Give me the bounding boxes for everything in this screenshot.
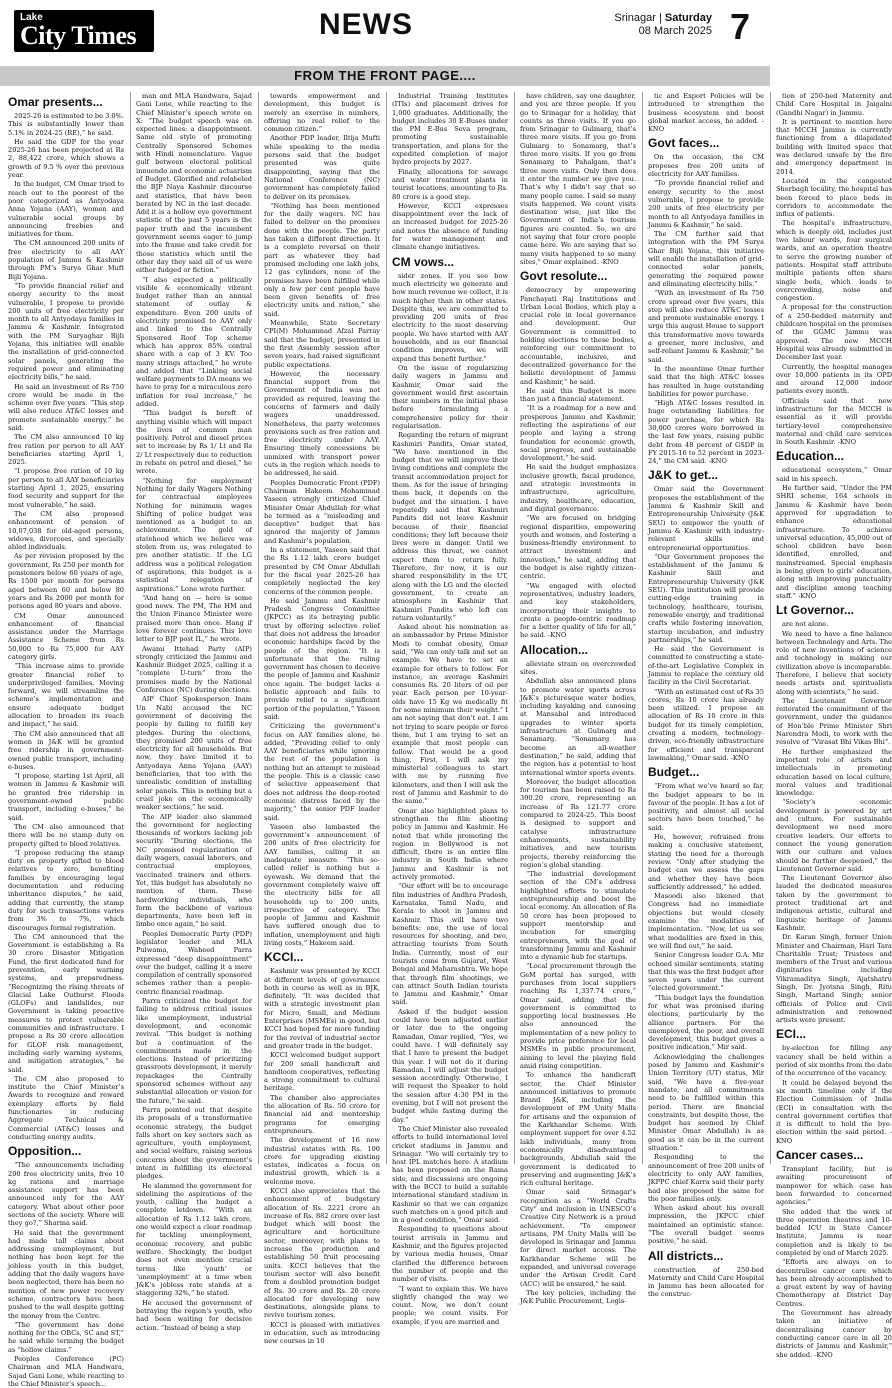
- article-paragraph: Peoples Democratic Front (PDF) Chairman Hakeem Mohammad Yaseen strongly criticized Chief Minister Omar Abdullah for what he termed as a “misleading and deceptive” budget that has ignored the majority of Jammu and Kashmir’s population.: [264, 478, 380, 545]
- dateline-date: 08 March 2025: [638, 25, 712, 37]
- article-paragraph: The CM also announced that all women in J&K will be granted free ridership in government-owned public transport, including e-buses.: [8, 729, 124, 771]
- article-paragraph: “I propose free ration of 10 kg per person to all AAY beneficiaries starting April 1, 2025, ensuring food security and support for the most vulnerable,” he said.: [8, 467, 124, 509]
- article-paragraph: Meanwhile, State Secretary CPI(M) Mohammad Afzal Parray said that the budget, presented in the first Assembly session after seven years, had raised significant public expectations.: [264, 319, 380, 369]
- article-paragraph: The Lieutenant Governor reiterated the commitment of the government, under the guidance of Hon’ble Prime Minister Shri Narendra Modi, to work with the resolve of “Virasat Bhi Vikas Bhi”.: [776, 696, 892, 747]
- article-paragraph: KCCI is pleased with initiatives in education, such as introducing new courses in 10: [264, 1320, 380, 1346]
- article-paragraph: He accused the government of betraying the region’s youth, who had been waiting for decisive action. “Instead of being a step: [136, 1298, 252, 1332]
- article-paragraph: 2025-26 is estimated to be 3.0%. This is substantially lower than 5.1% in 2024-25 (RE),” he said.: [8, 112, 124, 137]
- article-paragraph: The CM also announced 10 kg free ration per person to all AAY beneficiaries starting April 1, 2025.: [8, 433, 124, 467]
- column-divider: [386, 92, 387, 1164]
- section-title: NEWS: [319, 8, 413, 41]
- article-paragraph: The CM also proposed to institute the Chief Minister’s Awards to recognize and reward exemplary efforts by field functionaries in reducing Aggregate Technical & Commercial (AT&C) losses and conducting energy audits.: [8, 1074, 124, 1141]
- article-paragraph: Officials said that new infrastructure for the MCCH is essential as it will provide tertiary-level comprehensive maternal and child care services in South Kashmir. -KNO: [776, 396, 892, 447]
- article-headline: Allocation...: [520, 642, 589, 657]
- article-paragraph: Finally, allocations for sewage and water treatment plants in tourist locations, amounting to Rs. 80 crore is a good step.: [392, 167, 508, 201]
- article-paragraph: “We engaged with elected representatives, industry leaders, and key stakeholders, incorporating their insights to create a people-centric roadmap for a better quality of life for all,” he said. -KNO: [520, 581, 636, 640]
- article-paragraph: “Society’s economic development is powered by art and culture. For sustainable development we need more creative leaders. Our efforts to connect the young generation with our culture and values should be further deepened,” the Lieutenant Governor said.: [776, 798, 892, 873]
- article-paragraph: Peoples Conference (PC) Chairman and MLA Handwara, Sajad Gani Lone, while reacting to the Chief Minister’s speech...: [8, 1355, 124, 1388]
- article-paragraph: are not alone.: [782, 620, 829, 629]
- article-paragraph: “And hang on — here is some good news. The PM, The HM and the Union Finance Minister were praised more than once. Hang if love forever continues. This love letter to BJP post IL,” he wrote.: [136, 593, 252, 644]
- article-paragraph: “To provide financial relief and energy security to the most vulnerable, I propose to provide 200 units of free electricity per month to all Antyodaya families in Jammu & Kashmir,” he said.: [648, 179, 764, 229]
- article-paragraph: “With an investment of Rs 750 crore spread over five years, this step will also reduce AT&C losses and promote sustainable energy. I urge this august House to support this transformative move towards a greener, more inclusive, and self-reliant Jammu & Kashmir,” he said.: [648, 289, 764, 364]
- article-paragraph: “Local procurement through the GeM portal has surged, with purchases from local suppliers reaching Rs 1,337.74 crore,” Omar said, adding that the government is committed to supporting local businesses. He also announced the implementation of a new policy to provide price preference for local MSMEs in public procurement, aiming to level the playing field amid rising competition.: [520, 962, 636, 1070]
- article-paragraph: The CM announced 200 units of free electricity to all AAY population of Jammu & Kashmir through PM’s Surya Ghar Muft Bijli Yojana.: [8, 239, 124, 281]
- article-paragraph: construction of 250-bed Maternity and Child Care Hospital in Jammu has been allocated for the construc-: [648, 1265, 764, 1299]
- article-paragraph: The chamber also appreciates the allocation of Rs. 50 crore for financial aid and mentorship programs for emerging entrepreneurs.: [264, 1093, 380, 1135]
- article-paragraph: Awami Ittehad Party (AIP) strongly criticized the Jammu and Kashmir Budget 2025, calling it a “complete U-turn” from the promises made by the National Conference (NC) during elections.: [136, 644, 252, 695]
- article-paragraph: AIP Chief Spokesperson Inam Un Nabi accused the NC government of deceiving the people by failing to fulfill key pledges. During the elections, they promised 200 units of free electricity for all households. But now, they have limited it to Antyodaya Anna Yojana (AAY) beneficiaries, that too with the unrealistic condition of installing solar panels. This is nothing but a cruel joke on the economically weaker sections,” he said.: [136, 695, 252, 812]
- article-paragraph: KCCI also appreciates that the enhancement of budgetary allocation of Rs. 2221 crore an increase of Rs. 882 crore over last budget which will boost the agriculture and horticulture sector, moreover, with plans to increase the production and establishing 50 fruit processing units. KCCI believes that the tourism sector will also benefit from a doubled promotion budget of Rs. 30 crore and Rs. 20 crore allocated for developing new destinations, alongside plans to revive tourism zones.: [264, 1187, 380, 1320]
- news-column: [648, 92, 764, 1299]
- article-paragraph: In a statement, Yaseen said that the Rs 1.12 lakh crore budget presented by CM Omar Abdullah for the fiscal year 2025-26 has completely neglected the key concerns of the common people.: [264, 546, 380, 596]
- article-paragraph: Omar also highlighted plans to strengthen the film shooting policy in Jammu and Kashmir. He noted that while promoting the region in Bollywood is not difficult, there is an entire film industry in South India where Jammu and Kashmir is not actively promoted.: [392, 806, 508, 882]
- article-paragraph: A proposal for the construction of a 250-bedded maternity and childcare hospital on the premises of the GGMC Jammu was approved. The new MCCH Hospital was already submitted in December last year.: [776, 303, 892, 362]
- article-paragraph: KCCI welcomed budget support for 200 small handicraft and handloom cooperatives, reflecting a strong commitment to cultural heritage.: [264, 1051, 380, 1093]
- article-paragraph: Omar said Srinagar’s recognition as a “World Crafts City” and inclusion in UNESCO’s Creative City Network is a proud achievement. “To empower artisans, PM Unity Malls will be developed in Srinagar and Jammu for direct market access. The Karkhandar Scheme will be expanded, and universal coverage under the Artisan Credit Card (ACC) will be ensured,” he said.: [520, 1188, 636, 1288]
- article-paragraph: Located in the congested Sherbagh locality, the hospital has been forced to place beds in corridors to accommodate the influx of patients.: [776, 176, 892, 219]
- article-paragraph: He said an investment of Rs 750 crore would be made in the scheme over five years. “This step will also reduce AT&C losses and promote sustainable energy,” he said.: [8, 382, 124, 432]
- article-headline: Budget...: [648, 765, 700, 780]
- article-paragraph: In the meantime Omar further said that the high AT&C losses has resulted in huge outstanding liabilities for power purchase.: [648, 364, 764, 398]
- logo-big-text: City Times: [20, 21, 137, 50]
- article-paragraph: “This budget lays the foundation for what was promised during elections, particularly by the alliance partners. For the unemployed, the poor, and overall development, this budget gives a positive indication,” Mir said.: [648, 993, 764, 1052]
- article-paragraph: towards empowerment and development, this budget is merely an exercise in numbers, offering no real relief to the common citizen.”: [264, 92, 380, 134]
- article-headline: Education...: [776, 449, 845, 464]
- article-paragraph: The CM further said that integration with the PM Surya Ghar Bijli Yojana, this initiative will enable the installation of grid-connected solar panels, generating the required power and eliminating electricity bills.”: [648, 230, 764, 288]
- article-paragraph: “It is a roadmap for a new and prosperous Jammu and Kashmir, reflecting the aspirations of our people and laying a strong foundation for economic growth, social progress, and sustainable development,” he said.: [520, 404, 636, 463]
- article-paragraph: Dr. Karan Singh, former Union Minister and Chairman, Hari Tara Charitable Trust; Trustees and members of the Trust and various dignitaries including Vikramaditya Singh, Ajatshatru Singh, Dr. Jyotsna Singh, Ritu Singh, Martand Singh; senior officials of Police and Civil administration and renowned artists were present.: [776, 933, 892, 1025]
- article-paragraph: democracy by empowering Panchayati Raj Institutions and Urban Local Bodies, which play a crucial role in local governance and development. Our Government is committed to holding elections to these bodies, reinforcing our commitment to accountable, inclusive, and decentralized governance for the holistic development of Jammu and Kashmir,” he said.: [520, 286, 636, 386]
- article-paragraph: Responding to the announcement of free 200 units of electricity to only AAY families, JKPPC chief Karra said their party had also proposed the same for the poor families only.: [648, 1153, 764, 1203]
- article-headline: Cancer cases...: [776, 1148, 864, 1163]
- article-headline: J&K to get...: [648, 468, 719, 483]
- article-paragraph: It could be delayed beyond the six month timeline only if the Election Commission of India (ECI) in consultation with the central government certifies that it is difficult to hold the bye-election within the said period. -KNO: [776, 1078, 892, 1145]
- article-paragraph: “This increase aims to provide greater financial relief to underprivileged families. Moving forward, we will streamline the scheme’s implementation and ensure adequate budget allocation to broaden its reach and impact,” he said.: [8, 662, 124, 729]
- article-paragraph: “We are focused on bridging regional disparities, empowering youth and women, and fostering a business-friendly environment to attract investment and innovation,” he said, adding that the budget is also rightly citizen-centric.: [520, 514, 636, 581]
- article-paragraph: Another PDP leader, Iltija Mufti while speaking to the media persons said that the budget presented was quite disappointing, saying that the National Conference (NC) government has completely failed to deliver on its promises.: [264, 134, 380, 201]
- article-paragraph: man and MLA Handwara, Sajad Gani Lone, while reacting to the Chief Minister’s speech wrote on X: “The budget speech was on expected lines: a disappointment. Same old style of promoting Centrally Sponsored Schemes with Hindi nomenclature. Vague gulf between electoral political innuendo and economic actuarism of Budget. Glorified and relabeled the BJP Naya Kashmir discourse and statistics, that have been berated by NC in the last decade. Add it is a hollow eye government statistic of the past 5 years is the paper truth and the incumbent government seems eager to jump into the frame and take credit for those statistics which until the other day they said all of us were either fudged or fiction.”: [136, 92, 252, 275]
- page-number: 7: [729, 6, 751, 47]
- article-paragraph: Regarding the return of migrant Kashmiri Pandits, Omar stated, “We have mentioned in the budget that we will improve their living conditions and complete the transit accommodation project for them. As for the issue of bringing them back, it depends on the budget and the situation. I have repeatedly said that Kashmiri Pandits did not leave Kashmir because of their financial conditions; they left because their lives were in danger. Until we address this threat, we cannot expect them to return fully. Therefore, for now, it is our shared responsibility in the UT, along with the LG and the elected government, to create an atmosphere in Kashmir that Kashmiri Pandits who left can return voluntarily.”: [392, 431, 508, 622]
- article-headline: Govt resolute...: [520, 269, 608, 284]
- article-paragraph: “This budget is bereft of anything visible which will impact the lives of common man positively. Petrol and diesel prices set to increase by Rs 1/ Lt and Rs 2/ Lt respectively due to reduction in rebate on petrol and diesel,” he wrote.: [136, 409, 252, 476]
- article-paragraph: “Our effort will be to encourage film industries of Andhra Pradesh, Karnataka, Tamil Nadu, and Kerala to shoot in Jammu and Kashmir. This will have two benefits: one, the use of local resources for shooting, and two, attracting tourists from South India. Currently, most of our tourists come from Gujarat, West Bengal and Maharashtra. We hope that through film shootings, we can attract South Indian tourists to Jammu and Kashmir,” Omar said.: [392, 882, 508, 1007]
- article-paragraph: He further said, “Under the PM SHRI scheme, 164 schools in Jammu & Kashmir have been approved for upgradation to enhance educational infrastructure. To achieve universal education, 45,000 out of school children have been identified, enrolled, and mainstreamed. Special emphasis is being given to girls’ education, along with improving punctuality and discipline among teaching staff.” -KNO: [776, 484, 892, 600]
- article-paragraph: He said this Budget is more than just a financial statement.: [520, 386, 636, 404]
- news-column: [520, 92, 636, 1306]
- article-paragraph: by-election for filling any vacancy shall be held within a period of six months from the date of the occurrence of the vacancy.: [776, 1044, 892, 1078]
- article-paragraph: Abdullah also announced plans to promote water sports across J&K’s picturesque water bodies, including kayaking and canoeing at Mansabal and introduced upgrades to winter sports infrastructure at Gulmarg and Sonamarg. “Sonamarg has become an all-weather destination,” he said, adding that the region has a potential to host international winter sports events.: [520, 677, 636, 777]
- article-paragraph: “From what we’ve heard so far, the budget appears to be in favour of the people. It has a lot of positivity, and almost all social sectors have been touched,” he said.: [648, 782, 764, 832]
- article-paragraph: To enhance the handicraft sector, the Chief Minister announced initiatives to promote Brand J&K, including the development of PM Unity Malls for artisans and the expansion of the Karkhandar Scheme. With employment support for over 4.52 lakh individuals, many from economically disadvantaged backgrounds, Abdullah said the government is dedicated to preserving and augmenting J&K’s rich cultural heritage.: [520, 1071, 636, 1188]
- article-paragraph: “Nothing for employment Nothing for daily Wagers Nothing for contractual employees Nothing for minimum wages Shifting of police budget was mentioned as a budget to an achievement. The gold of statehood which we believe was stolen from us, was relegated to pre another statistic. If the LG address was a political relegation of aspirations, this budget is a statistical relegation of aspirations.” Lone wrote further.: [136, 476, 252, 593]
- article-paragraph: We need to have a fine balance between Technology and Arts. The role of new inventions of science and technology in making our civilization above is incomparable. Therefore, I believe that society needs artists and spiritualists along with scientists,” he said.: [776, 629, 892, 696]
- article-paragraph: tic and Export Policies will be introduced to strengthen the business ecosystem and boost global market access, he added. -KNO: [648, 92, 764, 134]
- article-paragraph: Parra pointed out that despite its proposals of a transformative economic strategy, the budget falls short on key sectors such as agriculture, youth employment, and social welfare, raising serious concerns about the government’s intent in fulfilling its electoral pledges.: [136, 1105, 252, 1181]
- article-paragraph: The key policies, including the J&K Public Procurement, Logis-: [520, 1288, 636, 1306]
- news-column: [392, 92, 509, 1326]
- masthead: [0, 0, 770, 66]
- article-paragraph: “Efforts are always on to decentralise cancer care which has been already accomplished to a great extent by way of having Chemotherapy at District Day Centres.: [776, 1258, 892, 1308]
- article-paragraph: tion of 250-bed Maternity and Child Care Hospital in Jaigalni (Gandhi Nagar) in Jammu.: [776, 92, 892, 117]
- article-paragraph: Transplant facility, but is awaiting procurement of manpower for which case has been forwarded to concerned agencies.”: [776, 1165, 892, 1207]
- dateline: Srinagar | Saturday 08 March 2025: [614, 12, 712, 37]
- article-paragraph: “The announcements including 200 free electricity units, free 10 kg rations and marriage assistance support has been announced only for the AAY category. What about other poor sections of the society. Where will they go?,” Sharma said.: [8, 1161, 124, 1228]
- article-paragraph: Senior Congress leader G.A. Mir echoed similar sentiments, stating that this was the first budget after seven years under the current “elected government.”: [648, 951, 764, 993]
- article-paragraph: Parra criticized the budget for failing to address critical issues like unemployment, industrial development, and economic revival. “This budget is nothing but a continuation of the commitments made in the elections. Instead of prioritizing grassroots development, it merely repackages the Centrally sponsored schemes without any substantial allocation or vision for the future,” he said.: [136, 997, 252, 1105]
- article-paragraph: As per revision proposed by the government, Rs 250 per month for pensioners below 60 years of age, Rs 1500 per month for persons aged between 60 and below 80 years and Rs 2000 per month for persons aged 80 years and above.: [8, 552, 124, 611]
- article-paragraph: alleviate strain on overcrowded sites.: [520, 659, 636, 676]
- article-paragraph: The CM announced that the Government is establishing a Rs 30 crore Disaster Mitigation Fund, the first dedicated fund for prevention, early warning systems, and preparedness. “Recognizing the rising threats of Glacial Lake Outburst Floods (GLOFs) and landslides, our Government is taking proactive measures to protect vulnerable communities and infrastructure. I propose a Rs 30 crore allocation for GLOF risk management, including early warning systems, and mitigation strategies,” he said.: [8, 932, 124, 1074]
- article-headline: All districts...: [648, 1248, 724, 1263]
- article-paragraph: The CM also proposed enhancement of pension of 10,07,038 for old-aged persons, widows, divorcees, and specially abled individuals.: [8, 509, 124, 552]
- article-paragraph: She added that the work of three operation theatres and 10-bedded ICU in State Cancer Institute, Jammu is near completion and is likely to be completed by end of March 2025.: [776, 1207, 892, 1257]
- dateline-day: Saturday: [664, 12, 712, 24]
- article-headline: KCCI...: [264, 950, 304, 965]
- news-column: [264, 92, 380, 1346]
- article-paragraph: When asked about his overall impression, the JKPCC chief maintained an optimistic stance. “The overall budget seems positive,” he said.: [648, 1204, 764, 1246]
- news-column: [776, 92, 892, 1359]
- article-paragraph: Omar said the Government proposes the establishment of the Jammu & Kashmir Skill and Entrepreneurship University (J&K SEU) to empower the youth of Jammu & Kashmir with industry-relevant skills and entrepreneurial opportunities.: [648, 485, 764, 552]
- article-paragraph: On the occasion, the CM proposes free 200 units of electricity for AAY families.: [648, 153, 764, 179]
- article-paragraph: educational ecosystem,” Omar said in his speech.: [776, 466, 892, 483]
- column-divider: [770, 92, 771, 1164]
- article-paragraph: “With an estimated cost of Rs 35 crores, Rs 10 crore has already been utilized. I propose an allocation of Rs 10 crore in this budget for its timely completion, creating a modern, technology-driven, eco-friendly infrastructure for efficient and transparent lawmaking,” Omar said. -KNO: [648, 687, 764, 762]
- article-paragraph: “I propose, starting 1st April, all women in Jammu & Kashmir will be granted free ridership in government-owned public transport, including e-buses,” he said.: [8, 772, 124, 822]
- article-paragraph: He slammed the government for sidelining the aspirations of the youth, calling the budget a complete letdown. “With an allocation of Rs 1.12 lakh crore, one would expect a clear roadmap for tackling unemployment, economic recovery, and public welfare. Shockingly, the budget does not even mention crucial terms like ‘youth’ or ‘unemployment’ at a time when J&K’s jobless rate stands at a staggering 32%,” he stated.: [136, 1181, 252, 1298]
- article-paragraph: “Our Government proposes the establishment of the Jammu & Kashmir Skill and Entrepreneurship University (J&K SEU). This institution will provide cutting-edge training in technology, healthcare, tourism, renewable energy, and traditional crafts while fostering innovation, startup incubation, and industry partnerships,” he said.: [648, 552, 764, 644]
- article-paragraph: “I want to explain this. We have slightly changed the way we count. Now, we don’t count people; we count visits. For example, if you are married and: [392, 1284, 508, 1326]
- section-banner: FROM THE FRONT PAGE....: [0, 66, 770, 86]
- article-paragraph: The Chief Minister also revealed efforts to build international level cricket stadiums in Jammu and Srinagar. “We will certainly try to host IPL matches here. A stadium has been proposed on the Rama side, and discussions are ongoing with the BCCI to build a suitable international standard stadium in Kashmir so that we can organize such matches on a good pitch and in a good condition,” Omar said.: [392, 1124, 508, 1225]
- article-paragraph: He said the GDP for the year 2025-26 has been projected at Rs 2, 88,422 crore, which shows a growth of 9.5 % over the previous year.: [8, 137, 124, 180]
- article-paragraph: “Nothing has been mentioned for the daily wagers. NC has failed to deliver on the promises done with the people. The party has taken a different direction. It is a complete reversal on their part as whatever they had promised including one lakh jobs, 12 gas cylinders, none of the promises have been fulfilled while only a few per cent people have been given benefits of free electricity units and ration,” she said.: [264, 201, 380, 318]
- article-paragraph: The CM also announced that there will be no stamp duty on property gifted to blood relatives.: [8, 822, 124, 848]
- article-paragraph: Peoples Democratic Party (PDP) legislator leader and MLA Pulwama, Waheed Parra expressed “deep disappointment” over the budget, calling it a mere compilation of centrally sponsored schemes rather than a people-centric financial roadmap.: [136, 929, 252, 996]
- article-paragraph: He said Jammu and Kashmir Pradesh Congress Committee (JKPCC) as its betraying public trust by offering selective relief that does not address the broader economic hardships faced by the people of the region. “It is unfortunate that the ruling government has chosen to deceive the people of Jammu and Kashmir once again. The budget lacks a holistic approach and fails to provide relief to a significant portion of the population,” Yaseen said.: [264, 596, 380, 721]
- article-paragraph: “I also expected a politically visible & economically vibrant budget rather than an annual statement of outlay & expenditure. Even 200 units of electricity promised to AAY only and linked to the Centrally Sponsored Roof Top scheme which has approx 85% central share with a cap of 3 KV. Too many strings attached,” he wrote and added that “Linking social welfare payments to DA means we have to pray for a miraculous zero inflation for real increase,” he added.: [136, 275, 252, 408]
- article-paragraph: “To provide financial relief and energy security to the most vulnerable, I propose to provide 200 units of free electricity per month to all Antyodaya families in Jammu & Kashmir. Integrated with the PM Suryaghar Bijli Yojana, this initiative will enable the installation of grid-connected solar panels, generating the required power and eliminating electricity bills,” he said.: [8, 281, 124, 382]
- article-headline: Govt faces...: [648, 136, 720, 151]
- article-headline: Omar presents...: [8, 95, 103, 109]
- article-paragraph: He said the Government is committed to constructing a state-of-the-art Legislative Complex in Jammu to replace the century old facility in the Civil Secretariat.: [648, 645, 764, 687]
- article-paragraph: Kashmir was presented by KCCI at different levels of governance both in course as well as in BJK, definitely. “It was decided that with a strategic investment plan for Micro, Small, and Medium Enterprises (MSMEs) in good, but KCCI had hoped for more funding for the revival of industrial sector and greater trade in the budget.: [264, 967, 380, 1050]
- article-paragraph: The Lieutenant Governor also lauded the dedicated measures taken by the government to protect traditional art and indigenous artistic, cultural and linguistic heritage of Jammu Kashmir.: [776, 874, 892, 932]
- logo-small-text: Lake: [20, 12, 43, 23]
- article-paragraph: It is pertinent to mention here that MCCH Jammu is currently functioning from a dilapidated building with limited space that was declared unsafe by the fire and emergency department in 2014.: [776, 117, 892, 176]
- article-paragraph: Acknowledging the challenges posed by Jammu and Kashmir’s Union Territory (UT) status, Mir said, “We have a five-year mandate, and all commitments need to be fulfilled within this period. There are financial constraints, but despite those, the budget has seemed by Chief Minister Omar Abdullah) is as good as it can be in the current situation.”: [648, 1052, 764, 1153]
- article-paragraph: Industrial Training Institutes (ITIs) and placement drives for 1,000 graduates. Additionally, the budget includes 30 E-Buses under the PM E-Bus Seva program, promoting sustainable transportation, and plans for the expedited completion of major hydro projects by 2027.: [392, 92, 508, 167]
- article-paragraph: He said that the government had made tall claims about addressing unemployment, but nothing has been kept for the jobless youth in this budget, adding that the daily wagers have been neglected, there has been no mention of new power recovery scheme, contractors have been pushed to the wall despite getting the money from the Centre.: [8, 1228, 124, 1320]
- article-paragraph: “The government has done nothing for the OBCs, SC and ST,” he said while terming the budget as “hollow claims.”: [8, 1320, 124, 1354]
- article-paragraph: In the budget, CM Omar tried to reach out to the poorest of the poor categorized as Antyodaya Anna Yojana (AAY), women and vulnerable social groups by announcing freebies and initiatives for them.: [8, 180, 124, 239]
- article-paragraph: Responding to questions about tourist arrivals in Jammu and Kashmir, and the figures projected by various media houses, Omar clarified the difference between the number of people and the number of visits.: [392, 1225, 509, 1284]
- article-paragraph: Masoodi also likened that Congress had no immediate objections but would closely examine the modalities of implementation. “Now, let us see what modalities are fixed in this, we will find out,” he said.: [648, 892, 764, 950]
- article-headline: Opposition...: [8, 1144, 82, 1159]
- column-divider: [514, 92, 515, 1164]
- news-column: [136, 92, 252, 1332]
- article-paragraph: Yaseen also lambasted the government’s announcement of 200 units of free electricity for AAY families, calling it an inadequate measure. “This so-called relief is nothing but a eyewash. We demand that the government completely waive off the electricity bills for all households up to 200 units, irrespective of category. The people of Jammu and Kashmir have suffered enough due to inflation, unemployment and high living costs,” Hakeem said.: [264, 822, 380, 947]
- column-divider: [258, 92, 259, 1164]
- article-paragraph: Asked about his nomination as an ambassador by Prime Minister Modi to combat obesity, Omar said, “We can only talk and set an example. We have to set an example for others to follow. For instance, an average Kashmiri consumes Rs. 20 liters of oil per year. Each person per 10-year-olds have 15 Kg we medically fit for some minimum their weight.” I am not saying that don’t eat. I am not trying to scare people or force them, but I am trying to set an example that most people can follow. That would be a good thing. First, I will ask my ministerial colleagues to start with me by running five kilometers, and then I will ask the rest of Jammu and Kashmir to do the same.”: [392, 623, 508, 806]
- article-paragraph: Criticizing the government’s focus on AAY families alone, he added, “Providing relief to only AAY beneficiaries while ignoring the rest of the population is nothing but an attempt to mislead the people. This is a classic case of selective appeasement that does not address the deep-rooted economic distress faced by the majority,” the senior PDF leader said.: [264, 722, 380, 822]
- article-paragraph: “The industrial development section of the CM’s address highlighted efforts to stimulate entrepreneurship and boost the local economy. An allocation of Rs 50 crore has been proposed to support mentorship and incubation for emerging entrepreneurs, with the goal of transforming Jammu and Kashmir into a dynamic hub for startups.: [520, 870, 636, 962]
- article-paragraph: The development of 16 new industrial estates with Rs. 100 crore for upgrading existing estates, indicates a focus on industrial growth, which is a welcome move.: [264, 1136, 380, 1186]
- article-paragraph: He further emphasized the important role of artists and intellectuals in promoting education based on local culture, moral values and traditional knowledge.: [776, 747, 892, 798]
- article-paragraph: He, however, refrained from making a conclusive statement, stating the need for a thorough review. “Only after studying the budget can we assess the gaps and whether they have been sufficiently addressed,” he added.: [648, 833, 764, 891]
- newspaper-logo: [14, 10, 154, 52]
- column-divider: [130, 92, 131, 1164]
- article-paragraph: However, KCCI expresses disappointment over the lack of an increased budget for 2025-26 and notes the absence of funding for water management and climate change initiatives.: [392, 201, 508, 252]
- article-paragraph: The hospital’s infrastructure, which is deeply old, includes just two labour wards, four surgical wards, and an operation theatre to serve the growing number of patients. Hospital staff attribute multiple patients often share single beds, which leads to overcrowding, noise and congestion.: [776, 219, 892, 303]
- news-column: [8, 92, 124, 1388]
- article-paragraph: “High AT&C losses resulted in huge outstanding liabilities for power purchase, for which Rs 30,000 crores were borrowed in the last few years, raising public debt from 48 percent of GSDP in FY 2015-16 to 52 percent in 2023-24,” the CM said. -KNO: [648, 399, 764, 466]
- article-paragraph: sider zones. If you see how much electricity we generate and how much revenue we collect, it is much higher than in other states. Despite this, we are committed to providing 200 units of free electricity to the most deserving people. We have started with AAY households, and as our financial condition improves, we will expand this benefit further.”: [392, 271, 508, 363]
- article-paragraph: have children, say one daughter, and you are three people. If you go to Srinagar for a holiday, that counts as three visits. If you go from Srinagar to Gulmarg, that’s three more visits. If you go from Gulmarg to Sonamarg, that’s three more visits. If you go from Sonamarg to Pahalgam, that’s three more visits. Only then does it enter the number we give you. That’s why I didn’t say that so many people came. I said so many visits happened. We count visits destination wise, just like the Government of India’s tourism figures are counted. So, we are not saying that four crore people came here. We are saying that so many visits happened to so many sites,” Omar explained. -KNO: [520, 92, 636, 266]
- article-paragraph: The AIP leader also slammed the government for neglecting thousands of workers lacking job security. “During elections, the NC promised regularization of daily wagers, casual laborers, and contractual employees, vaccinated trainers and others. Yet, this budget has absolutely no mention of them. These hardworking individuals, who form the backbone of various departments, have been left in limbo once again,” he said.: [136, 812, 252, 929]
- dateline-city: Srinagar: [614, 12, 656, 24]
- article-headline: CM vows...: [392, 254, 455, 269]
- article-paragraph: He said the budget emphasizes inclusive growth, fiscal prudence, and strategic investments in infrastructure, agriculture, industry, healthcare, education, and digital governance.: [520, 463, 636, 513]
- article-paragraph: The Government has already taken an initiative of decentralising cancer by conducting cancer care in all 20 districts of Jammu and Kashmir,” she added. -KNO: [776, 1309, 892, 1359]
- article-paragraph: Asked if the budget session could have been adjusted earlier or later due to the ongoing Ramadan, Omar replied, “Yes, we could have. I will definitely say that I have to present the budget this year. I will not do it during Ramadan. I will adjust the budget session accordingly. Otherwise, I will request the Speaker to hold the session after 4:30 PM in the evening, but I will not present the budget while fasting during the day.”: [392, 1007, 508, 1124]
- column-divider: [642, 92, 643, 1164]
- article-headline: Lt Governor...: [776, 603, 855, 618]
- article-paragraph: CM Omar announced enhancement of financial assistance under the Marriage Assistance Scheme from Rs 50,000 to Rs 75,000 for AAY category girls.: [8, 611, 124, 661]
- article-paragraph: Currently, the hospital manages over 10,000 patients in its OPD and around 12,000 indoor patients every month.: [776, 362, 892, 396]
- article-paragraph: On the issue of regularizing daily wagers in Jammu and Kashmir, Omar said the government would first ascertain their numbers in the initial phase before formulating a comprehensive policy for their regularisation.: [392, 363, 508, 430]
- article-paragraph: “I propose reducing the stamp duty on property gifted to blood relatives to zero, benefiting families by encouraging legal documentation and reducing inheritance disputes,” he said, adding that currently, the stamp duty for such transactions varies from 3% to 7%, which discourages formal registration.: [8, 848, 124, 932]
- article-paragraph: However, the necessary financial support from the Government of India was not provided as required, leaving the concerns of farmers and daily wagers unaddressed. Nonetheless, the party welcomes provisions such as free ration and free electricity under AAY. Ensuring timely concessions be unmixed with transport power cuts in the region which needs to be addressed, he said.: [264, 369, 380, 478]
- article-headline: ECI...: [776, 1027, 807, 1042]
- article-paragraph: Moreover, the budget allocation for tourism has been raised to Rs 390.20 crore, representing an increase of Rs 121.77 crore compared to 2024-25. This boost is designed to support and catalyse infrastructure enhancements, sustainability initiatives, and new tourism projects, thereby reinforcing the region’s global standing.: [520, 777, 636, 869]
